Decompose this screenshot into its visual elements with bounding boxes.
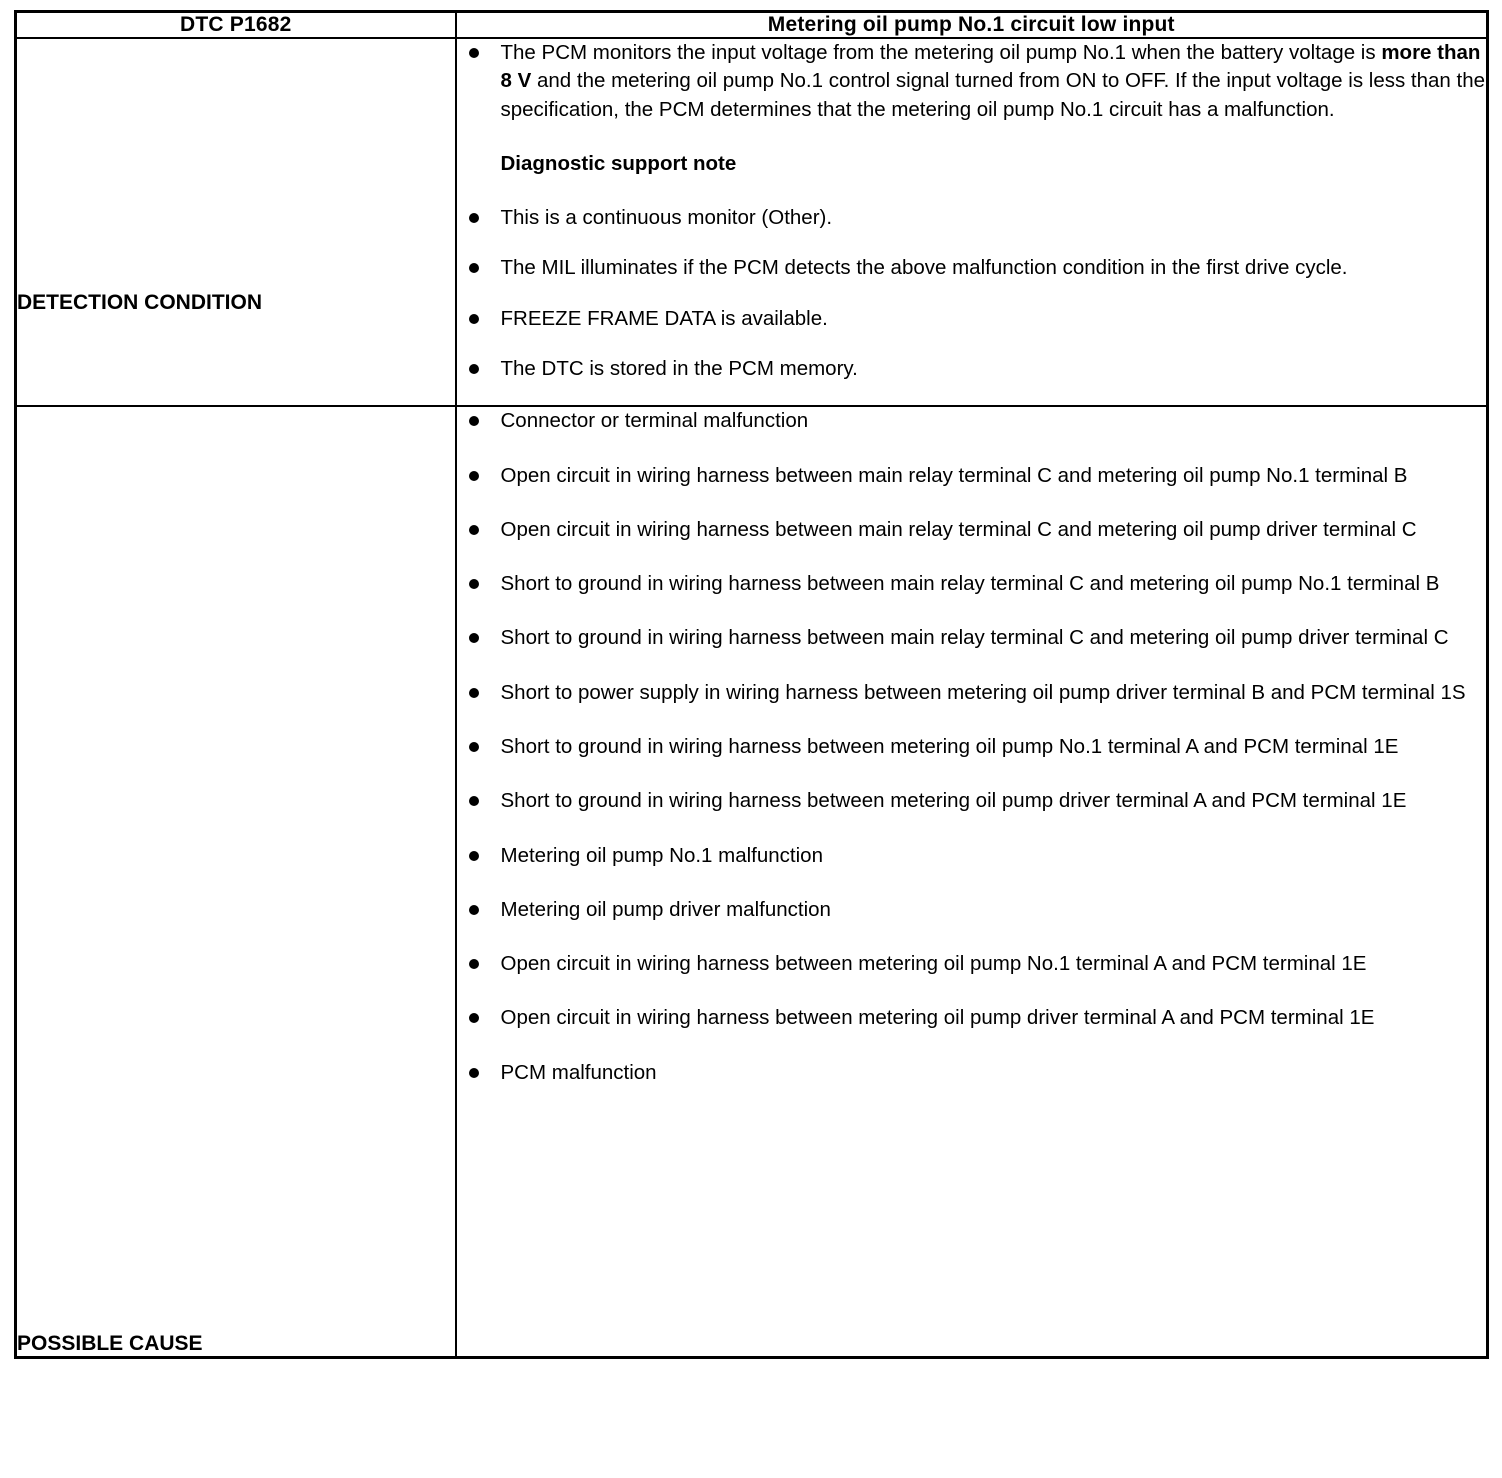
- dtc-table: [14, 10, 1489, 1359]
- list-item: The DTC is stored in the PCM memory.: [457, 355, 1487, 383]
- dtc-title-cell: Metering oil pump No.1 circuit low input: [456, 12, 1488, 39]
- list-item: PCM malfunction: [457, 1059, 1487, 1087]
- list-item: Short to ground in wiring harness between metering oil pump driver terminal A and PCM terminal 1E: [457, 787, 1487, 815]
- list-item: Open circuit in wiring harness between main relay terminal C and metering oil pump No.1 terminal B: [457, 462, 1487, 490]
- diagnostic-support-note-heading-item: [457, 150, 1487, 178]
- list-item: Short to ground in wiring harness between main relay terminal C and metering oil pump driver terminal C: [457, 624, 1487, 652]
- list-item: [457, 39, 1487, 124]
- detection-condition-list: [457, 39, 1487, 383]
- detection-paragraph-part1: The PCM monitors the input voltage from the metering oil pump No.1 when the battery voltage is: [500, 41, 1382, 64]
- list-item: Metering oil pump driver malfunction: [457, 896, 1487, 924]
- detection-condition-row: [16, 38, 1488, 406]
- possible-cause-label-cell: [16, 406, 456, 1358]
- list-item: Open circuit in wiring harness between metering oil pump No.1 terminal A and PCM terminal 1E: [457, 950, 1487, 978]
- detection-condition-content: [456, 38, 1488, 406]
- detection-condition-label-cell: [16, 38, 456, 406]
- possible-cause-content: [456, 406, 1488, 1358]
- list-item: Short to power supply in wiring harness between metering oil pump driver terminal B and PCM terminal 1S: [457, 679, 1487, 707]
- detection-paragraph-part2: and the metering oil pump No.1 control signal turned from ON to OFF. If the input voltage is less than the specification, the PCM determines that the metering oil pump No.1 circuit has a malfunction.: [500, 69, 1486, 121]
- list-item: Connector or terminal malfunction: [457, 407, 1487, 435]
- table-header-row: [16, 12, 1488, 39]
- list-item: Open circuit in wiring harness between main relay terminal C and metering oil pump driver terminal C: [457, 516, 1487, 544]
- list-item: Open circuit in wiring harness between metering oil pump driver terminal A and PCM terminal 1E: [457, 1004, 1487, 1032]
- list-item: Short to ground in wiring harness between metering oil pump No.1 terminal A and PCM terminal 1E: [457, 733, 1487, 761]
- possible-cause-label: POSSIBLE CAUSE: [17, 1332, 203, 1356]
- list-item: FREEZE FRAME DATA is available.: [457, 305, 1487, 333]
- detection-paragraph-bold: more than 8 V: [500, 41, 1481, 93]
- possible-cause-row: [16, 406, 1488, 1358]
- list-item: The MIL illuminates if the PCM detects the above malfunction condition in the first drive cycle.: [457, 254, 1487, 282]
- dtc-code-cell: DTC P1682: [16, 12, 456, 39]
- list-item: Metering oil pump No.1 malfunction: [457, 842, 1487, 870]
- diagnostic-support-note-heading: Diagnostic support note: [500, 151, 737, 175]
- possible-cause-list: [457, 407, 1487, 1087]
- list-item: This is a continuous monitor (Other).: [457, 204, 1487, 232]
- detection-condition-label: DETECTION CONDITION: [17, 291, 262, 314]
- list-item: Short to ground in wiring harness between main relay terminal C and metering oil pump No.1 terminal B: [457, 570, 1487, 598]
